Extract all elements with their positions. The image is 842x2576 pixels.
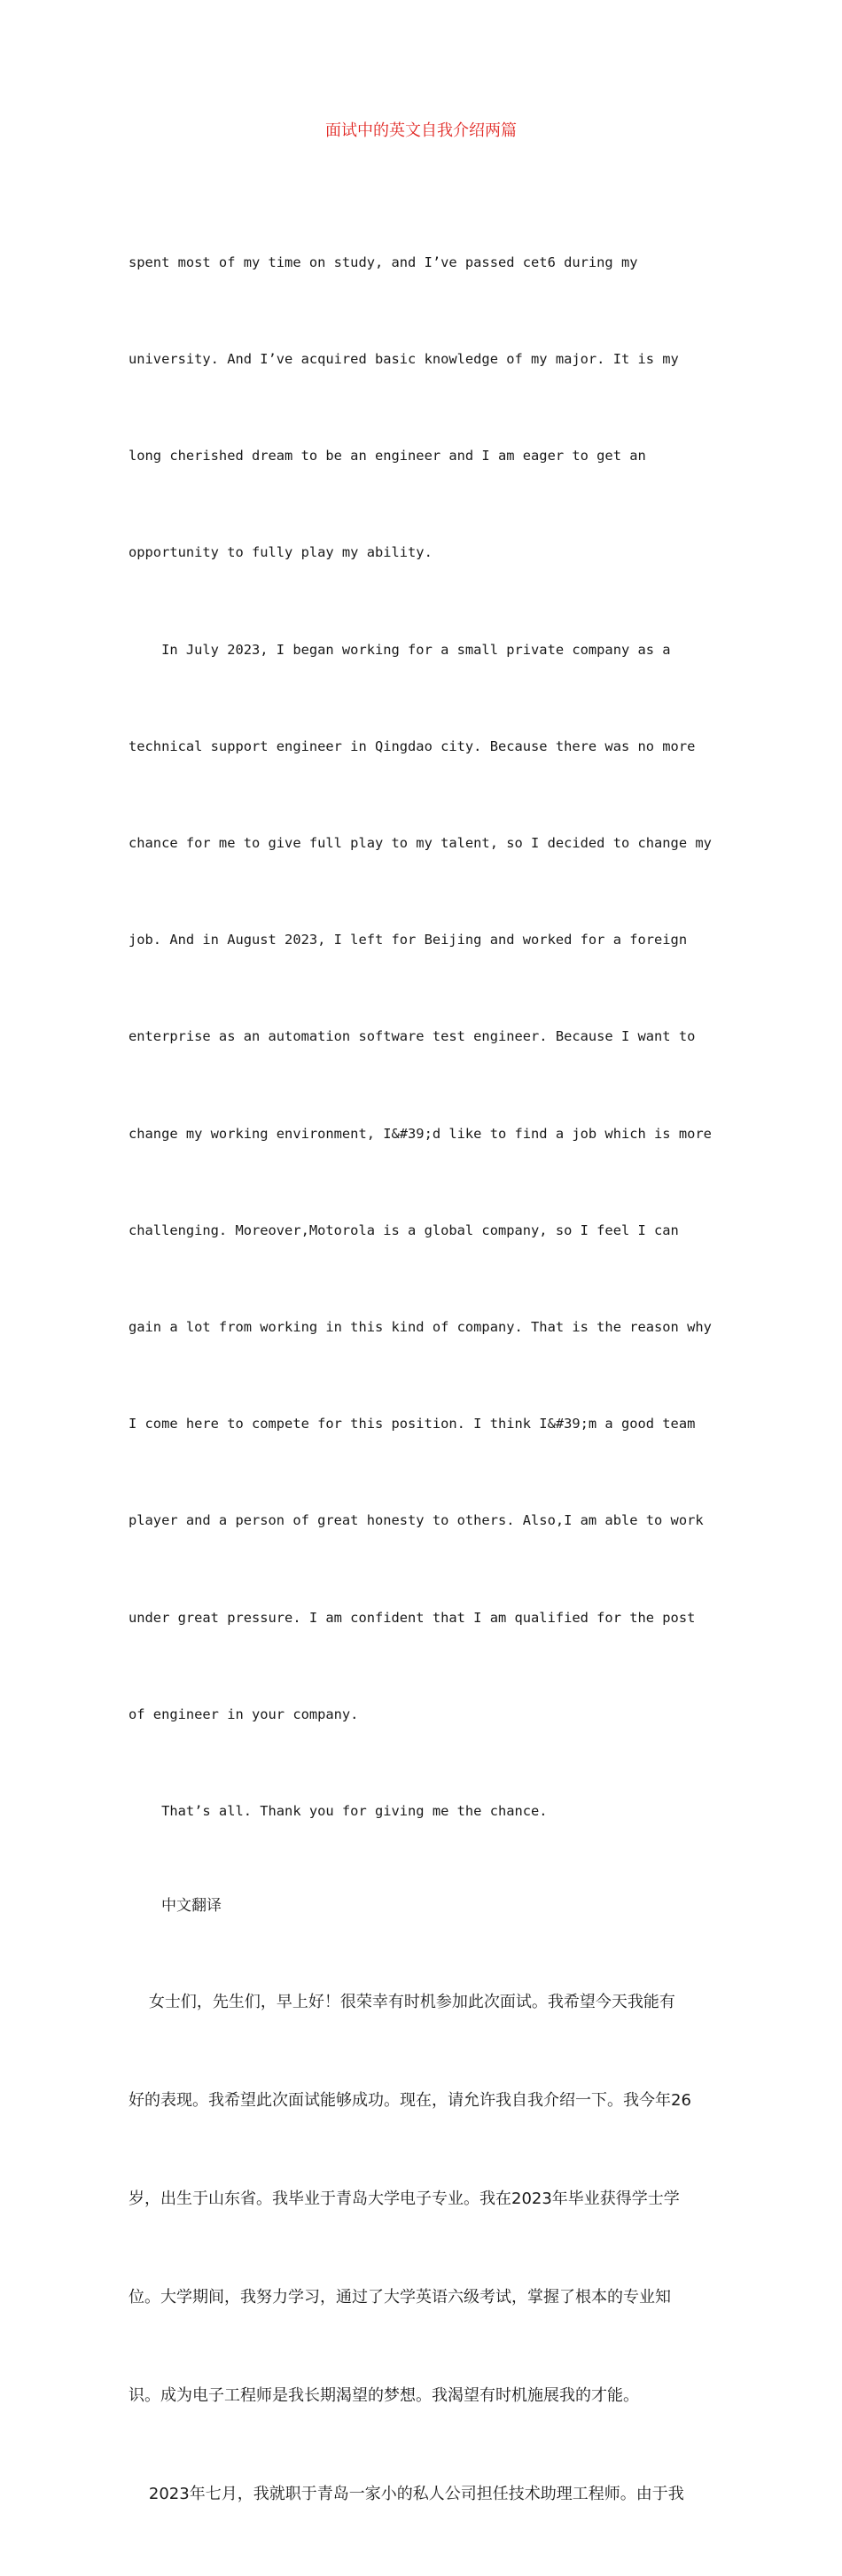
text-line: spent most of my time on study, and I’ve passed cet6 during my	[129, 254, 638, 270]
english-text-block	[129, 182, 715, 1892]
text-line: 2023年七月，我就职于青岛一家小的私人公司担任技术助理工程师。由于我	[129, 2485, 684, 2504]
text-line: technical support engineer in Qingdao city. Because there was no more	[129, 738, 696, 754]
text-line: enterprise as an automation software test engineer. Because I want to	[129, 1028, 696, 1045]
chinese-translation-heading: 中文翻译	[161, 1897, 222, 1916]
text-line: of engineer in your company.	[129, 1706, 359, 1722]
text-line: 女士们，先生们，早上好！很荣幸有时机参加此次面试。我希望今天我能有	[129, 1993, 675, 2012]
text-line: That’s all. Thank you for giving me the chance.	[129, 1803, 548, 1820]
text-line: In July 2023, I began working for a small private company as a	[129, 641, 671, 658]
text-line: opportunity to fully play my ability.	[129, 544, 433, 561]
text-line: under great pressure. I am confident that I am qualified for the post	[129, 1609, 696, 1626]
document-title: 面试中的英文自我介绍两篇	[325, 121, 517, 140]
text-line: 岁，出生于山东省。我毕业于青岛大学电子专业。我在2023年毕业获得学士学	[129, 2190, 680, 2209]
text-line: chance for me to give full play to my talent, so I decided to change my	[129, 835, 712, 852]
text-line: player and a person of great honesty to others. Also,I am able to work	[129, 1512, 704, 1529]
document-body	[129, 182, 715, 2576]
text-line: gain a lot from working in this kind of company. That is the reason why	[129, 1319, 712, 1336]
text-line: university. And I’ve acquired basic knowledge of my major. It is my	[129, 351, 679, 368]
text-line: job. And in August 2023, I left for Beijing and worked for a foreign	[129, 932, 688, 948]
chinese-text-block	[129, 1920, 715, 2576]
text-line: challenging. Moreover,Motorola is a global company, so I feel I can	[129, 1222, 679, 1238]
text-line: 识。成为电子工程师是我长期渴望的梦想。我渴望有时机施展我的才能。	[129, 2386, 639, 2406]
text-line: 位。大学期间，我努力学习，通过了大学英语六级考试，掌握了根本的专业知	[129, 2288, 671, 2307]
text-line: 好的表现。我希望此次面试能够成功。现在，请允许我自我介绍一下。我今年26	[129, 2091, 691, 2111]
text-line: change my working environment, I&#39;d like to find a job which is more	[129, 1125, 712, 1142]
text-line: I come here to compete for this position. I think I&#39;m a good team	[129, 1416, 696, 1432]
text-line: long cherished dream to be an engineer and I am eager to get an	[129, 448, 646, 464]
